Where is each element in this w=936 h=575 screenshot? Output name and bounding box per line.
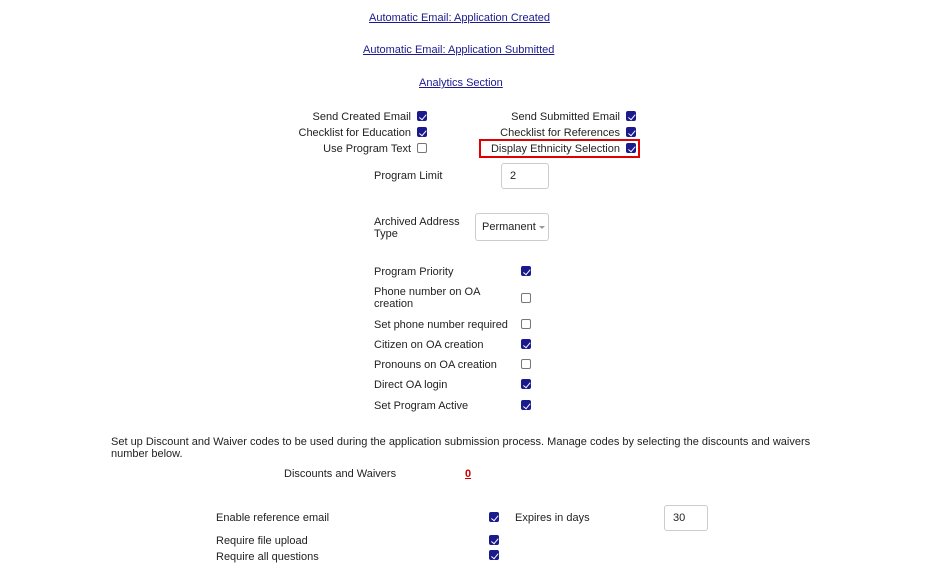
send-created-email-label: Send Created Email [312,111,411,123]
send-submitted-email-label: Send Submitted Email [511,111,620,123]
program-limit-label: Program Limit [374,170,443,182]
checklist-references-checkbox[interactable] [626,127,636,137]
program-priority-label: Program Priority [374,266,454,278]
program-limit-input[interactable]: 2 [501,163,549,189]
display-ethnicity-checkbox[interactable] [626,143,636,153]
enable-reference-email-label: Enable reference email [216,512,330,524]
discounts-count-link[interactable]: 0 [465,468,472,480]
require-all-questions-checkbox[interactable] [489,550,499,560]
link-analytics-section[interactable]: Analytics Section [419,77,503,89]
expires-days-label: Expires in days [515,512,590,524]
direct-oa-login-checkbox[interactable] [521,379,531,389]
phone-required-label: Set phone number required [374,319,508,331]
discounts-description: Set up Discount and Waiver codes to be used during the application submission process. Manage codes by selecting the discounts and waivers number below. [111,436,811,460]
program-active-label: Set Program Active [374,400,469,412]
require-file-upload-checkbox[interactable] [489,535,499,545]
citizen-oa-checkbox[interactable] [521,339,531,349]
phone-oa-checkbox[interactable] [521,293,531,303]
checklist-education-label: Checklist for Education [298,127,411,139]
phone-required-checkbox[interactable] [521,319,531,329]
citizen-oa-label: Citizen on OA creation [374,339,484,351]
send-submitted-email-checkbox[interactable] [626,111,636,121]
enable-reference-email-checkbox[interactable] [489,512,499,522]
link-application-submitted[interactable]: Automatic Email: Application Submitted [363,44,555,56]
archived-address-select[interactable] [475,213,549,241]
link-application-created[interactable]: Automatic Email: Application Created [369,12,550,24]
checklist-education-checkbox[interactable] [417,127,427,137]
require-file-upload-label: Require file upload [216,535,308,547]
expires-days-input[interactable]: 30 [664,505,708,531]
use-program-text-label: Use Program Text [323,143,411,155]
archived-address-value: Permanent [482,221,536,233]
require-all-questions-label: Require all questions [216,551,319,563]
program-active-checkbox[interactable] [521,400,531,410]
display-ethnicity-label: Display Ethnicity Selection [490,143,620,155]
use-program-text-checkbox[interactable] [417,143,427,153]
discounts-label: Discounts and Waivers [284,468,397,480]
archived-address-label: Archived Address Type [374,216,460,240]
phone-oa-label: Phone number on OA creation [374,286,480,310]
pronouns-oa-label: Pronouns on OA creation [374,359,497,371]
direct-oa-login-label: Direct OA login [374,379,448,391]
checklist-references-label: Checklist for References [500,127,620,139]
chevron-down-icon [539,226,545,229]
pronouns-oa-checkbox[interactable] [521,359,531,369]
send-created-email-checkbox[interactable] [417,111,427,121]
program-priority-checkbox[interactable] [521,266,531,276]
